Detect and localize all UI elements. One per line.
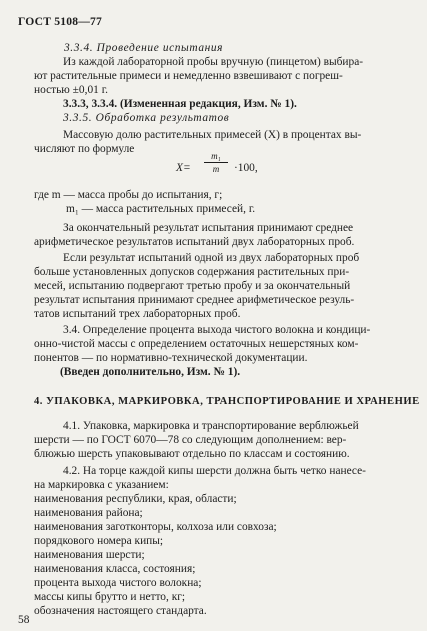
text-line: Из каждой лабораторной пробы вручную (пинцетом) выбира- [63, 56, 364, 68]
text-line: арифметическое результатов испытаний двух лабораторных проб. [34, 236, 355, 248]
list-item: порядкового номера кипы; [34, 535, 164, 547]
list-item: наименования республики, края, области; [34, 493, 237, 505]
text-line: ют растительные примеси и немедленно взвешивают с погреш- [34, 70, 343, 82]
text-line: шерсти — по ГОСТ 6070—78 со следующим дополнением: вер- [34, 434, 347, 446]
list-item: наименования шерсти; [34, 549, 145, 561]
formula-fraction [204, 151, 228, 174]
formula-lhs: X= [176, 162, 191, 174]
list-item: обозначения настоящего стандарта. [34, 605, 207, 617]
text-line: Если результат испытаний одной из двух лабораторных проб [63, 252, 360, 264]
definition-line: m₁ — масса растительных примесей, г. [66, 203, 256, 215]
standard-header: ГОСТ 5108—77 [18, 15, 103, 28]
list-item: процента выхода чистого волокна; [34, 577, 202, 589]
definition-line: где m — масса пробы до испытания, г; [34, 189, 223, 201]
text-line: 3.4. Определение процента выхода чистого волокна и кондици- [63, 324, 371, 336]
text-line: татов испытаний трех лабораторных проб. [34, 308, 241, 320]
list-item: наименования заготконторы, колхоза или совхоза; [34, 521, 277, 533]
subsection-title: 3.3.5. Обработка результатов [63, 112, 230, 124]
text-line: Массовую долю растительных примесей (X) в процентах вы- [63, 129, 362, 141]
subsection-title: 3.3.4. Проведение испытания [64, 42, 224, 54]
amendment-note: 3.3.3, 3.3.4. (Измененная редакция, Изм. № 1). [63, 98, 297, 110]
text-line: результат испытания принимают среднее арифметическое резуль- [34, 294, 355, 306]
formula-numerator: m₁ [204, 151, 228, 163]
section-heading: 4. УПАКОВКА, МАРКИРОВКА, ТРАНСПОРТИРОВАНИЕ И ХРАНЕНИЕ [34, 396, 420, 407]
formula-rhs: ·100, [234, 162, 258, 174]
text-line: За окончательный результат испытания принимают среднее [63, 222, 354, 234]
text-line: больше установленных допусков содержания растительных при- [34, 266, 350, 278]
text-line: понентов — по нормативно-технической документации. [34, 352, 308, 364]
text-line: 4.1. Упаковка, маркировка и транспортирование верблюжьей [63, 420, 359, 432]
list-item: наименования района; [34, 507, 143, 519]
text-line: блюжью шерсть упаковывают отдельно по классам и состоянию. [34, 448, 350, 460]
list-item: массы кипы брутто и нетто, кг; [34, 591, 186, 603]
list-item: наименования класса, состояния; [34, 563, 196, 575]
text-line: на маркировка с указанием: [34, 479, 169, 491]
page-number: 58 [18, 614, 30, 626]
text-line: ностью ±0,01 г. [34, 84, 108, 96]
text-line: месей, испытанию подвергают третью пробу и за окончательный [34, 280, 351, 292]
amendment-note: (Введен дополнительно, Изм. № 1). [60, 366, 241, 378]
text-line: 4.2. На торце каждой кипы шерсти должна быть четко нанесе- [63, 465, 366, 477]
text-line: числяют по формуле [34, 143, 135, 155]
text-line: онно-чистой массы с определением остаточных нешерстяных ком- [34, 338, 359, 350]
formula-denominator: m [212, 164, 220, 174]
